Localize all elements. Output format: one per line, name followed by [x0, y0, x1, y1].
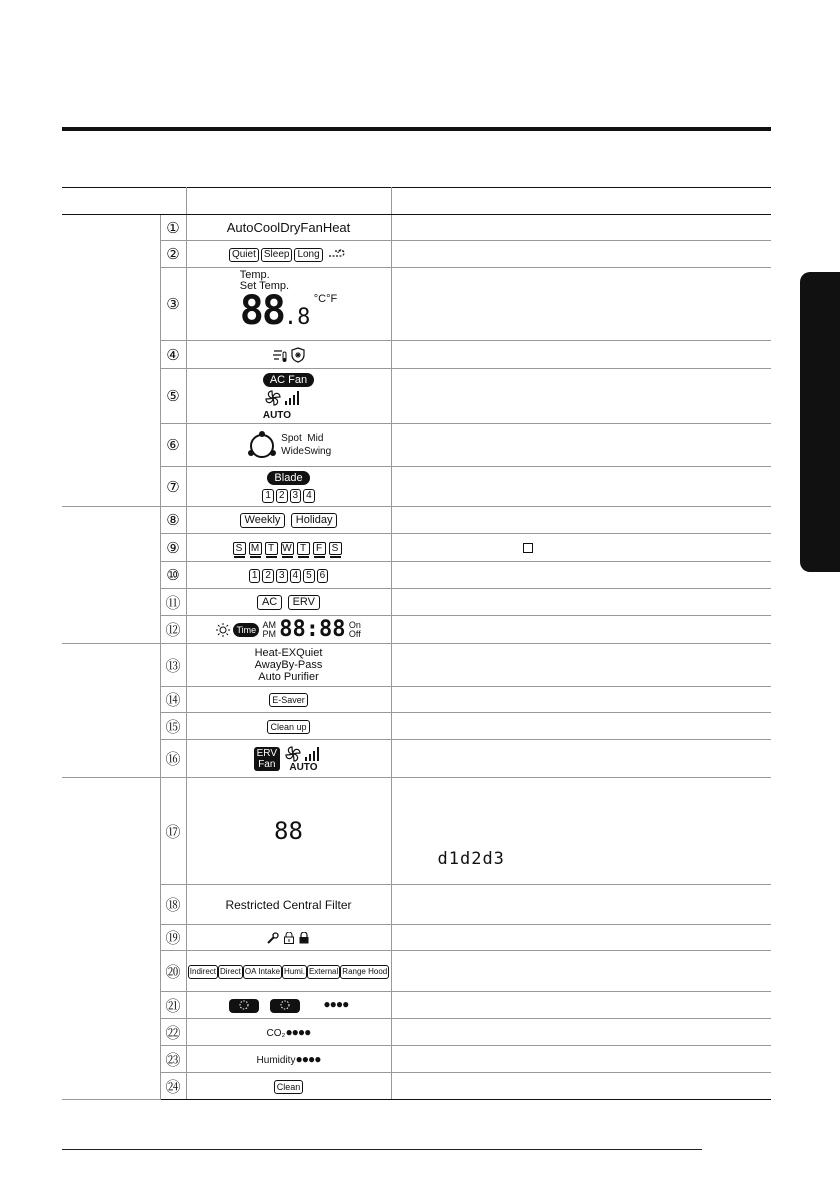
dust-level-dots: ●●●●	[323, 997, 349, 1011]
table-header	[62, 188, 771, 215]
display-cell	[186, 424, 391, 467]
fan-bars-icon	[263, 389, 303, 407]
program-2: 2	[262, 569, 274, 583]
display-cell	[186, 467, 391, 507]
row-number: ㉒	[160, 1019, 186, 1046]
table-row	[62, 589, 771, 616]
display-cell	[186, 778, 391, 885]
row-number: ⑩	[160, 562, 186, 589]
header-category	[62, 188, 186, 215]
off-label: Off	[348, 628, 361, 639]
description-cell	[391, 562, 771, 589]
program-3: 3	[276, 569, 288, 583]
swing-line1: Spot Mid	[281, 433, 324, 444]
row-number: ①	[160, 215, 186, 241]
co2-label: CO₂	[266, 1028, 286, 1039]
display-cell	[186, 241, 391, 268]
description-cell	[391, 713, 771, 740]
table-row	[62, 534, 771, 562]
description-cell	[391, 507, 771, 534]
group-cell	[62, 507, 160, 644]
program-4: 4	[290, 569, 302, 583]
temp-label: Temp.	[239, 268, 270, 281]
table-row	[62, 992, 771, 1019]
blade-1: 1	[262, 489, 274, 503]
table-row	[62, 740, 771, 778]
erv-mode-line3: Auto Purifier	[258, 671, 319, 683]
description-cell	[391, 467, 771, 507]
display-cell	[186, 369, 391, 424]
temperature-digits: 88	[239, 287, 284, 334]
row-number: ⑳	[160, 951, 186, 992]
display-cell	[186, 740, 391, 778]
row-number: ⑧	[160, 507, 186, 534]
row-number: ⑰	[160, 778, 186, 885]
display-cell	[186, 644, 391, 687]
range-hood-button: Range Hood	[340, 965, 389, 979]
humi-button: Humi.	[282, 965, 307, 979]
table-row	[62, 268, 771, 341]
description-cell	[391, 241, 771, 268]
quiet-button: Quiet	[229, 248, 259, 262]
description-cell	[391, 589, 771, 616]
co2-level-dots: ●●●●	[285, 1025, 311, 1039]
description-cell	[391, 885, 771, 925]
description-cell	[391, 687, 771, 713]
day-sat: S	[329, 542, 342, 555]
table-row	[62, 1019, 771, 1046]
table-row	[62, 369, 771, 424]
ac-button: AC	[257, 595, 282, 610]
table-row	[62, 616, 771, 644]
square-icon	[523, 543, 533, 553]
day-wed: W	[282, 543, 292, 554]
day-tue: T	[265, 542, 278, 555]
description-cell	[391, 925, 771, 951]
display-cell	[186, 268, 391, 341]
header-display	[186, 188, 391, 215]
sun-icon	[216, 623, 230, 637]
display-table	[62, 187, 771, 1100]
holiday-button: Holiday	[291, 513, 338, 528]
display-cell	[186, 951, 391, 992]
day-mon: M	[249, 542, 262, 555]
description-cell	[391, 1046, 771, 1073]
description-cell	[391, 1073, 771, 1100]
swing-dial-icon	[246, 429, 278, 461]
blade-4: 4	[303, 489, 315, 503]
table-row	[62, 562, 771, 589]
humidity-level-dots: ●●●●	[295, 1052, 321, 1066]
temperature-units: °C°F	[313, 292, 338, 305]
auto-label: AUTO	[262, 409, 291, 421]
description-cell	[391, 740, 771, 778]
description-cell	[391, 424, 771, 467]
description-cell	[391, 992, 771, 1019]
row-number: ⑬	[160, 644, 186, 687]
fan-bars-icon	[283, 745, 323, 763]
erv-badge-top: ERV	[256, 747, 278, 759]
top-rule	[62, 127, 771, 131]
row-number: ㉓	[160, 1046, 186, 1073]
row-number: ⑫	[160, 616, 186, 644]
table-row	[62, 467, 771, 507]
erv-mode-line2: AwayBy-Pass	[254, 659, 323, 671]
clean-up-button: Clean up	[267, 720, 309, 734]
table-row	[62, 713, 771, 740]
display-cell	[186, 1073, 391, 1100]
dust-sensor-icon	[229, 999, 259, 1013]
header-description	[391, 188, 771, 215]
group-cell	[62, 644, 160, 778]
description-cell	[391, 778, 771, 885]
row-number: ⑯	[160, 740, 186, 778]
blade-badge: Blade	[267, 471, 309, 485]
on-label: On	[348, 619, 361, 630]
clean-button: Clean	[274, 1080, 304, 1094]
error-code-sample: d1d2d3	[437, 849, 505, 869]
pm-label: PM	[262, 628, 276, 639]
row-number: ⑱	[160, 885, 186, 925]
table-row	[62, 951, 771, 992]
table-row	[62, 241, 771, 268]
row-number: ③	[160, 268, 186, 341]
long-button: Long	[294, 248, 322, 262]
lock-icon	[298, 932, 310, 944]
display-cell	[186, 534, 391, 562]
table-row	[62, 1073, 771, 1100]
table-row	[62, 341, 771, 369]
display-cell	[186, 507, 391, 534]
row-number: ⑨	[160, 534, 186, 562]
auto-label: AUTO	[289, 761, 318, 773]
table-row	[62, 778, 771, 885]
program-5: 5	[303, 569, 315, 583]
display-cell	[186, 589, 391, 616]
humidity-label: Humidity	[256, 1055, 296, 1066]
description-cell	[391, 644, 771, 687]
display-cell	[186, 1046, 391, 1073]
temperature-decimal: .8	[283, 304, 311, 330]
description-cell	[391, 341, 771, 369]
wrench-icon	[267, 932, 279, 944]
table-row	[62, 885, 771, 925]
row-number: ⑭	[160, 687, 186, 713]
day-sun: S	[233, 542, 246, 555]
row-number: ㉔	[160, 1073, 186, 1100]
oa-intake-button: OA Intake	[243, 965, 282, 979]
table-row	[62, 507, 771, 534]
shield-snowflake-icon	[291, 347, 305, 363]
code-digits: 88	[274, 817, 303, 845]
description-cell	[391, 616, 771, 644]
program-1: 1	[249, 569, 261, 583]
table-row	[62, 925, 771, 951]
table-row	[62, 215, 771, 241]
unlock-1-icon	[283, 932, 295, 944]
description-cell	[391, 951, 771, 992]
group-cell	[62, 778, 160, 1100]
display-cell	[186, 616, 391, 644]
display-cell	[186, 215, 391, 241]
filter-label: Restricted Central Filter	[225, 897, 352, 912]
description-cell	[391, 534, 771, 562]
blade-3: 3	[290, 489, 302, 503]
time-badge: Time	[233, 623, 259, 637]
row-number: ⑦	[160, 467, 186, 507]
erv-mode-line1: Heat-EXQuiet	[254, 647, 323, 659]
erv-button: ERV	[288, 595, 320, 610]
display-cell	[186, 341, 391, 369]
row-number: ⑤	[160, 369, 186, 424]
direct-button: Direct	[218, 965, 243, 979]
indirect-button: Indirect	[188, 965, 218, 979]
display-cell	[186, 992, 391, 1019]
row-number: ⑮	[160, 713, 186, 740]
row-number: ⑥	[160, 424, 186, 467]
description-cell	[391, 1019, 771, 1046]
description-cell	[391, 268, 771, 341]
display-cell	[186, 1019, 391, 1046]
display-cell	[186, 562, 391, 589]
blade-2: 2	[276, 489, 288, 503]
table-row	[62, 644, 771, 687]
set-temp-label: Set Temp.	[239, 279, 290, 292]
display-cell	[186, 687, 391, 713]
display-cell	[186, 713, 391, 740]
row-number: ⑲	[160, 925, 186, 951]
table-row	[62, 424, 771, 467]
weekly-button: Weekly	[240, 513, 286, 528]
sleep-button: Sleep	[261, 248, 293, 262]
description-cell	[391, 369, 771, 424]
day-fri: F	[313, 542, 326, 555]
program-6: 6	[317, 569, 329, 583]
row-number: ⑪	[160, 589, 186, 616]
mode-labels: AutoCoolDryFanHeat	[226, 220, 351, 235]
erv-badge-bottom: Fan	[258, 758, 276, 770]
fine-dust-sensor-icon	[270, 999, 300, 1013]
row-number: ㉑	[160, 992, 186, 1019]
am-label: AM	[262, 619, 276, 630]
display-cell	[186, 885, 391, 925]
section-tab	[800, 272, 840, 572]
footer-rule	[62, 1149, 702, 1150]
display-cell	[186, 925, 391, 951]
row-number: ④	[160, 341, 186, 369]
ac-fan-badge: AC Fan	[263, 373, 314, 387]
swing-line2: WideSwing	[281, 446, 332, 457]
description-cell	[391, 215, 771, 241]
wind-icon	[327, 248, 349, 260]
clock-digits: 88:88	[279, 617, 346, 642]
day-thu: T	[297, 542, 310, 555]
group-cell	[62, 215, 160, 507]
table-row	[62, 1046, 771, 1073]
e-saver-button: E-Saver	[269, 693, 308, 707]
table-row	[62, 687, 771, 713]
row-number: ②	[160, 241, 186, 268]
external-button: External	[307, 965, 340, 979]
fan-thermo-icon	[272, 347, 288, 363]
